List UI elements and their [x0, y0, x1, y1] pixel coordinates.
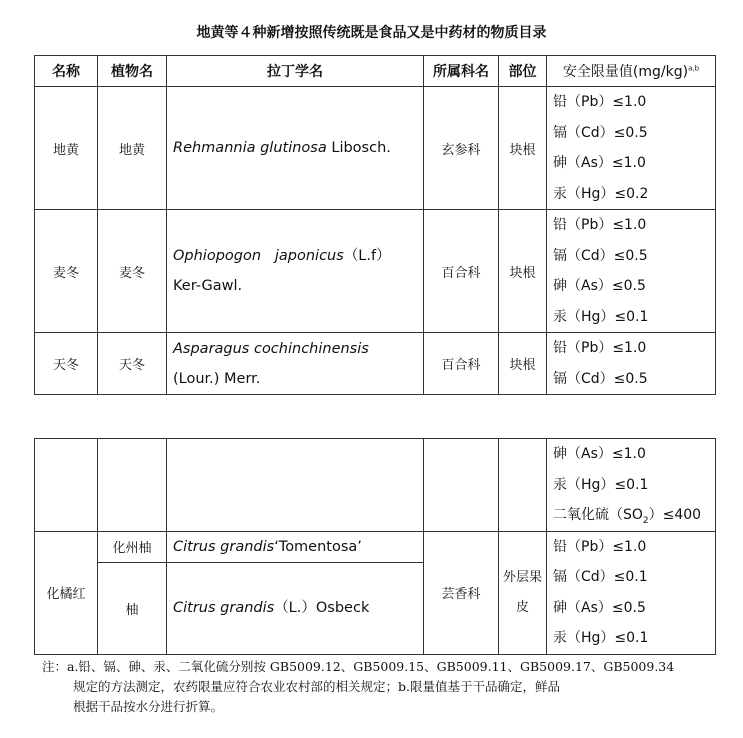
header-limits: 安全限量值$(mg/kg)^{a,b}$	[547, 56, 716, 87]
cell-latin: Citrus grandis（L.）Osbeck	[167, 562, 424, 654]
cell-part: 外层果皮	[499, 531, 547, 654]
footnote-line: 规定的方法测定，农药限量应符合农业农村部的相关规定；b.限量值基于干品确定，鲜品	[73, 679, 560, 694]
cell-limits	[547, 531, 716, 654]
header-family: 所属科名	[424, 56, 499, 87]
table-row	[35, 333, 716, 395]
header-latin: 拉丁学名	[167, 56, 424, 87]
limit-pb: 铅（Pb）≤1.0	[553, 538, 647, 555]
cell-limits	[547, 210, 716, 333]
limit-cd: 镉（Cd）≤0.5	[553, 247, 648, 264]
substance-table-continued	[34, 438, 716, 655]
cell-limits	[547, 333, 716, 395]
table-row	[35, 210, 716, 333]
cell-latin: Ophiopogon japonicus（L.f） Ker-Gawl.	[167, 210, 424, 333]
cell-part: 块根	[499, 210, 547, 333]
table-row	[35, 531, 716, 562]
cell-family: 百合科	[424, 210, 499, 333]
cell-latin: Citrus grandis‘Tomentosa’	[167, 531, 424, 562]
limit-hg: 汞（Hg）≤0.1	[553, 630, 649, 646]
cell-part: 块根	[499, 333, 547, 395]
cell-family: 玄参科	[424, 87, 499, 210]
substance-table	[34, 55, 716, 395]
limit-as: 砷（As）≤0.5	[553, 599, 646, 616]
limit-cd: 镉（Cd）≤0.5	[553, 370, 648, 387]
cell-plant: 柚	[98, 562, 167, 654]
footnote	[42, 657, 722, 717]
limit-hg: 汞（Hg）≤0.1	[553, 476, 649, 493]
cell-family: 百合科	[424, 333, 499, 395]
cell-family: 芸香科	[424, 531, 499, 654]
cell-part: 块根	[499, 87, 547, 210]
limit-hg: 汞（Hg）≤0.1	[553, 308, 649, 325]
cell-name: 麦冬	[35, 210, 98, 333]
table-row	[35, 87, 716, 210]
footnote-line: 根据干品按水分进行折算。	[73, 699, 224, 714]
limit-as: 砷（As）≤1.0	[553, 446, 646, 462]
limit-so2: 二氧化硫$(SO_2)\le 400$	[553, 507, 702, 526]
cell-plant: 地黄	[98, 87, 167, 210]
cell-name: 化橘红	[35, 531, 98, 654]
limit-as: 砷（As）≤1.0	[553, 155, 646, 171]
limit-cd: 镉（Cd）≤0.1	[553, 569, 648, 585]
table-row	[35, 439, 716, 532]
limit-pb: 铅（Pb）≤1.0	[553, 340, 647, 356]
limit-hg: 汞（Hg）≤0.2	[553, 185, 649, 202]
header-name: 名称	[35, 56, 98, 87]
cell-latin: Rehmannia glutinosa Libosch.	[167, 87, 424, 210]
cell-limits	[547, 439, 716, 532]
limit-pb: 铅（Pb）≤1.0	[553, 94, 647, 110]
header-part: 部位	[499, 56, 547, 87]
cell-name: 天冬	[35, 333, 98, 395]
table-header-row	[35, 56, 716, 87]
limit-as: 砷（As）≤0.5	[553, 278, 646, 294]
cell-name: 地黄	[35, 87, 98, 210]
cell-latin: Asparagus cochinchinensis (Lour.) Merr.	[167, 333, 424, 395]
header-plant: 植物名	[98, 56, 167, 87]
cell-plant: 化州柚	[98, 531, 167, 562]
limit-pb: 铅（Pb）≤1.0	[553, 217, 647, 233]
limit-cd: 镉（Cd）≤0.5	[553, 124, 648, 141]
footnote-line: 注：a.铅、镉、砷、汞、二氧化硫分别按 GB5009.12、GB5009.15、GB5009.11、GB5009.17、GB5009.34	[42, 659, 675, 674]
page-title: 地黄等４种新增按照传统既是食品又是中药材的物质目录	[196, 25, 547, 41]
cell-limits	[547, 87, 716, 210]
cell-plant: 天冬	[98, 333, 167, 395]
cell-plant: 麦冬	[98, 210, 167, 333]
